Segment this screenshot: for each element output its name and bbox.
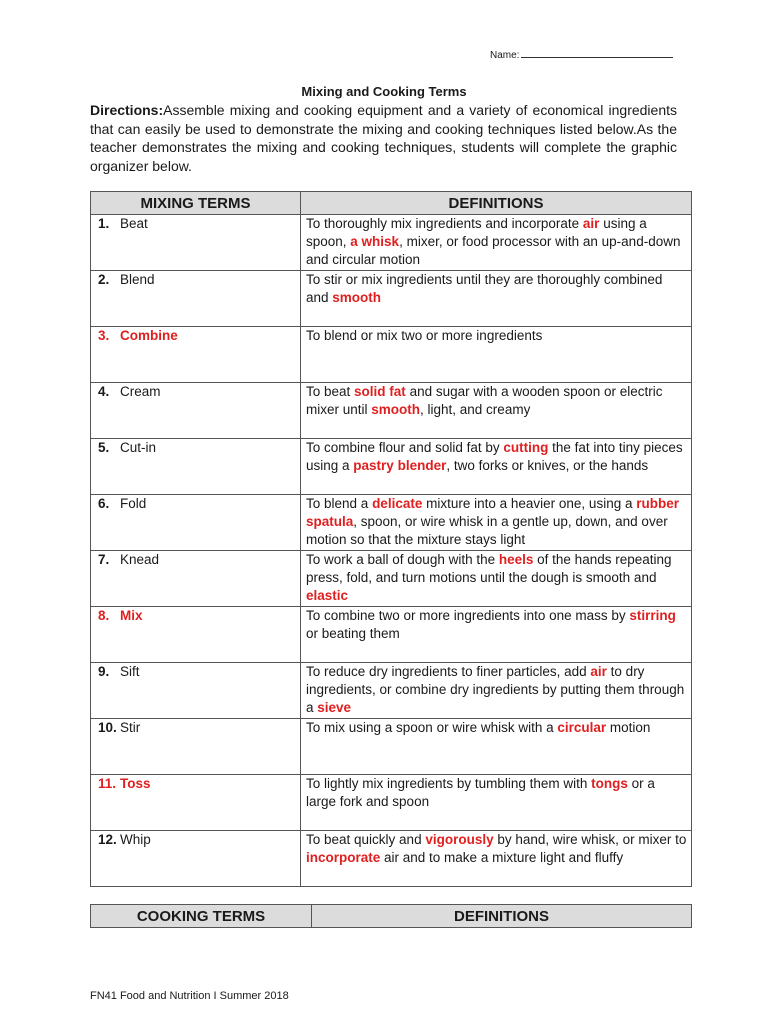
term-number: 12. — [98, 832, 117, 847]
table-row — [91, 551, 692, 607]
definition-text: of the hands repeating press, fold, and turn motions until the dough is smooth and — [306, 552, 672, 586]
definition-cell — [301, 271, 692, 327]
definitions-header: DEFINITIONS — [301, 192, 692, 215]
definition-text: air and to make a mixture light and fluffy — [380, 850, 624, 866]
definition-text: To beat — [306, 384, 355, 399]
definition-text: or beating them — [306, 626, 400, 642]
definition-text: To work a ball of dough with the — [306, 552, 499, 567]
table-row — [91, 439, 692, 495]
highlight-word: delicate — [372, 496, 423, 511]
term-label: Knead — [120, 552, 160, 567]
term-cell — [91, 551, 301, 607]
highlight-word: smooth — [371, 402, 421, 418]
definition-cell — [301, 831, 692, 887]
term-cell — [91, 495, 301, 551]
directions-text: Assemble mixing and cooking equipment and a variety of economical ingredients that can easily be used to demonstrate the mixing and cooking techniques listed below.As the teacher demonstrates the mixing and cooking techniques, students will complete the graphic organizer below. — [90, 102, 677, 174]
mixing-table-header — [91, 192, 692, 215]
table-row — [91, 271, 692, 327]
page-title: Mixing and Cooking Terms — [301, 84, 467, 99]
term-number: 10. — [98, 720, 117, 735]
term-cell — [91, 607, 301, 663]
term-label: Blend — [120, 272, 155, 287]
definition-cell — [301, 495, 692, 551]
term-cell — [91, 439, 301, 495]
table-row — [91, 495, 692, 551]
cooking-terms-header: COOKING TERMS — [91, 905, 312, 928]
definition-text: To thoroughly mix ingredients and incorporate — [306, 216, 583, 231]
cooking-table-header — [91, 905, 692, 928]
directions — [90, 101, 677, 175]
highlight-word: circular — [557, 720, 607, 735]
term-number: 4. — [98, 384, 110, 399]
definition-text: , light, and creamy — [420, 402, 531, 418]
term-label: Fold — [120, 496, 147, 511]
highlight-word: rubber spatula — [306, 496, 679, 530]
definition-text: To mix using a spoon or wire whisk with a — [306, 720, 558, 735]
definition-cell — [301, 663, 692, 719]
highlight-word: sieve — [317, 700, 352, 716]
definition-cell — [301, 215, 692, 271]
table-row — [91, 327, 692, 383]
highlight-word: cutting — [503, 440, 549, 455]
highlight-word: vigorously — [425, 832, 494, 847]
term-cell — [91, 327, 301, 383]
definition-text: using a spoon, — [306, 216, 647, 250]
definition-text: , spoon, or wire whisk in a gentle up, down, and over motion so that the mixture stays light — [306, 514, 668, 548]
highlight-word: smooth — [332, 290, 382, 306]
term-number: 7. — [98, 552, 110, 567]
term-cell — [91, 663, 301, 719]
highlight-word: a whisk — [350, 234, 400, 250]
term-number: 5. — [98, 440, 110, 455]
footer: FN41 Food and Nutrition I Summer 2018 — [90, 990, 289, 1002]
definition-cell — [301, 327, 692, 383]
term-label: Toss — [120, 776, 151, 791]
definition-cell — [301, 383, 692, 439]
term-label: Beat — [120, 216, 148, 231]
table-row — [91, 215, 692, 271]
definition-text: To beat quickly and — [306, 832, 426, 847]
name-blank[interactable] — [521, 48, 673, 58]
cooking-terms-table — [90, 904, 692, 928]
term-number: 1. — [98, 216, 110, 231]
highlight-word: stirring — [629, 608, 676, 623]
definition-text: or a large fork and spoon — [306, 776, 655, 810]
highlight-word: solid fat — [354, 384, 406, 399]
term-number: 11. — [98, 776, 117, 791]
definition-cell — [301, 607, 692, 663]
definition-text: To combine flour and solid fat by — [306, 440, 504, 455]
definition-text: mixture into a heavier one, using a — [422, 496, 637, 511]
definition-cell — [301, 551, 692, 607]
term-number: 9. — [98, 664, 110, 679]
definition-text: and sugar with a wooden spoon or electric mixer until — [306, 384, 663, 418]
table-row — [91, 719, 692, 775]
directions-label: Directions: — [90, 102, 164, 118]
table-row — [91, 831, 692, 887]
cooking-definitions-header: DEFINITIONS — [312, 905, 692, 928]
highlight-word: heels — [498, 552, 534, 567]
definition-text: by hand, wire whisk, or mixer to — [493, 832, 687, 847]
highlight-word: air — [590, 664, 607, 679]
definition-text: motion — [606, 720, 651, 735]
mixing-terms-table — [90, 191, 692, 887]
definition-text: To reduce dry ingredients to finer particles, add — [306, 664, 591, 679]
definition-cell — [301, 719, 692, 775]
definition-text: To blend or mix two or more ingredients — [306, 328, 543, 343]
term-label: Whip — [120, 832, 151, 847]
term-number: 2. — [98, 272, 110, 287]
term-label: Mix — [120, 608, 143, 623]
definition-text: To blend a — [306, 496, 373, 511]
definition-cell — [301, 439, 692, 495]
term-number: 6. — [98, 496, 110, 511]
term-label: Cream — [120, 384, 161, 399]
definition-text: , mixer, or food processor with an up-and-down and circular motion — [306, 234, 681, 268]
term-label: Cut-in — [120, 440, 157, 455]
term-label: Combine — [120, 328, 178, 343]
definition-text: To combine two or more ingredients into one mass by — [306, 608, 630, 623]
definition-text: To stir or mix ingredients until they are thoroughly combined and — [306, 272, 663, 306]
term-cell — [91, 383, 301, 439]
term-cell — [91, 775, 301, 831]
highlight-word: incorporate — [306, 850, 381, 866]
definition-cell — [301, 775, 692, 831]
definition-text: To lightly mix ingredients by tumbling them with — [306, 776, 592, 791]
highlight-word: elastic — [306, 588, 349, 604]
term-label: Sift — [120, 664, 140, 679]
mixing-table-body — [91, 215, 692, 887]
definition-text: the fat into tiny pieces using a — [306, 440, 683, 474]
table-row — [91, 663, 692, 719]
definition-text: to dry ingredients, or combine dry ingredients by putting them through a — [306, 664, 685, 716]
term-number: 3. — [98, 328, 110, 343]
definition-text: , two forks or knives, or the hands — [446, 458, 649, 474]
highlight-word: air — [582, 216, 600, 231]
table-row — [91, 383, 692, 439]
highlight-word: pastry blender — [353, 458, 447, 474]
term-cell — [91, 831, 301, 887]
highlight-word: tongs — [591, 776, 628, 791]
term-cell — [91, 215, 301, 271]
term-cell — [91, 271, 301, 327]
table-row — [91, 607, 692, 663]
name-label: Name: — [490, 50, 520, 61]
table-row — [91, 775, 692, 831]
term-number: 8. — [98, 608, 110, 623]
term-label: Stir — [120, 720, 141, 735]
term-cell — [91, 719, 301, 775]
name-field[interactable] — [490, 48, 673, 61]
mixing-terms-header: MIXING TERMS — [91, 192, 301, 215]
